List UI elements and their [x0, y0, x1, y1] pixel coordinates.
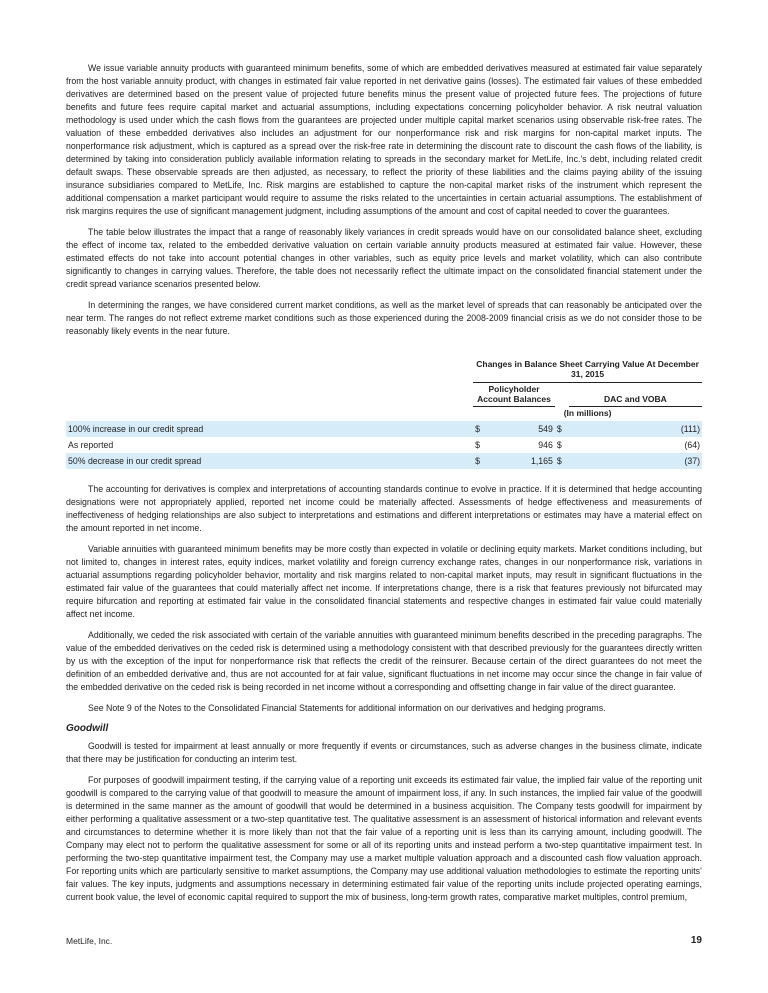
column-header-dac-voba: DAC and VOBA: [569, 383, 702, 407]
currency-symbol: $: [555, 453, 569, 469]
footer-company: MetLife, Inc.: [66, 936, 113, 946]
table-row: [66, 453, 702, 469]
policyholder-value: 946: [538, 439, 553, 450]
policyholder-value: 549: [487, 421, 555, 437]
paragraph: The table below illustrates the impact that a range of reasonably likely variances in credit spreads would have on our consolidated balance sheet, excluding the effect of income tax, related to the embedded derivative valuation on certain variable annuity products measured at estimated fair value. However, these estimated effects do not take into account potential changes in other variables, such as equity price levels and market volatility, which can also contribute significantly to changes in carrying values. Therefore, the table does not necessarily reflect the ultimate impact on the consolidated financial statement under the credit spread variance scenarios presented below.: [66, 227, 702, 289]
currency-symbol: $: [555, 421, 569, 437]
paragraph: In determining the ranges, we have considered current market conditions, as well as the market level of spreads that can reasonably be anticipated over the near term. The ranges do not reflect extreme market conditions such as those experienced during the 2008-2009 financial crisis as we do not consider those to be reasonably likely events in the near future.: [66, 300, 702, 336]
credit-spread-table: [66, 358, 702, 469]
currency-symbol: $: [473, 453, 487, 469]
currency-symbol: $: [473, 421, 487, 437]
row-label: 100% increase in our credit spread: [66, 421, 473, 437]
page-footer: [66, 936, 702, 946]
paragraph: For purposes of goodwill impairment testing, if the carrying value of a reporting unit exceeds its estimated fair value, the implied fair value of the reporting unit goodwill is compared to the carrying value of that goodwill to measure the amount of impairment loss, if any. In such instances, the implied fair value of the goodwill is determined in the same manner as the amount of goodwill that would be determined in a business acquisition. The Company tests goodwill for impairment by either performing a qualitative assessment or a two-step quantitative test. The qualitative assessment is an assessment of historical information and relevant events and circumstances to determine whether it is more likely than not that the fair value of a reporting unit is less than its carrying amount, including goodwill. The Company may elect not to perform the qualitative assessment for some or all of its reporting units and instead perform a two-step quantitative impairment test. In performing the two-step quantitative impairment test, the Company may use a market multiple valuation approach and a discounted cash flow valuation approach. For reporting units which are particularly sensitive to market assumptions, the Company may use additional valuation methodologies to estimate the reporting units’ fair values. The key inputs, judgments and assumptions necessary in determining estimated fair value of the reporting units include projected operating earnings, current book value, the level of economic capital required to support the mix of business, long-term growth rates, comparative market multiples, control premium,: [66, 774, 702, 902]
paragraph: See Note 9 of the Notes to the Consolidated Financial Statements for additional information on our derivatives and hedging programs.: [88, 702, 606, 713]
table-units: (In millions): [563, 408, 612, 418]
paragraph: Additionally, we ceded the risk associated with certain of the variable annuities with guaranteed minimum benefits described in the preceding paragraphs. The value of the embedded derivatives on the ceded risk is determined using a methodology consistent with that described previously for the guarantees directly written by us with the exception of the input for nonperformance risk that reflects the credit of the reinsurer. Because certain of the direct guarantees do not meet the definition of an embedded derivative and, thus are not accounted for at fair value, significant fluctuations in net income may occur since the change in fair value of the embedded derivative on the ceded risk is being recorded in net income without a corresponding and offsetting change in fair value of the direct guarantee.: [66, 629, 702, 692]
paragraph: Goodwill is tested for impairment at least annually or more frequently if events or circumstances, such as adverse changes in the business climate, indicate that there may be justification for conducting an interim test.: [66, 740, 702, 764]
dac-voba-value: (37): [569, 453, 702, 469]
row-label: 50% decrease in our credit spread: [66, 453, 473, 469]
currency-symbol: $: [556, 439, 562, 450]
page-number: 19: [690, 935, 702, 946]
row-label: As reported: [68, 439, 114, 450]
table-row: [66, 437, 702, 453]
column-header-policyholder: Policyholder Account Balances: [473, 383, 555, 407]
paragraph: The accounting for derivatives is complex and interpretations of accounting standards continue to evolve in practice. If it is determined that hedge accounting designations were not appropriately applied, reported net income could be materially affected. Assessments of hedge effectiveness and measurements of ineffectiveness of hedging relationships are also subject to interpretations and estimations and different interpretations or estimates may have a material effect on the amount reported in net income.: [66, 483, 702, 533]
paragraph: We issue variable annuity products with guaranteed minimum benefits, some of which are embedded derivatives measured at estimated fair value separately from the host variable annuity product, with changes in estimated fair value reported in net derivative gains (losses). The estimated fair values of these embedded derivatives are determined based on the present value of projected future benefits minus the present value of projected future fees. The projections of future benefits and future fees require capital market and actuarial assumptions, including expectations concerning policyholder behavior. A risk neutral valuation methodology is used under which the cash flows from the guarantees are projected under multiple capital market scenarios using observable risk-free rates. The valuation of these embedded derivatives also includes an adjustment for our nonperformance risk and risk margins for non-capital market inputs. The nonperformance risk adjustment, which is captured as a spread over the risk-free rate in determining the discount rate to discount the cash flows of the liability, is determined by taking into consideration publicly available information relating to spreads in the secondary market for MetLife, Inc.’s debt, including related credit default swaps. These observable spreads are then adjusted, as necessary, to reflect the priority of these liabilities and the claims paying ability of the issuing insurance subsidiaries compared to MetLife, Inc. Risk margins are established to capture the non-capital market risks of the instrument which represent the additional compensation a market participant would require to assume the risks related to the uncertainties in certain actuarial assumptions. The establishment of risk margins requires the use of significant management judgment, including assumptions of the amount and cost of capital needed to cover the guarantees.: [66, 63, 702, 216]
paragraph: Variable annuities with guaranteed minimum benefits may be more costly than expected in volatile or declining equity markets. Market conditions including, but not limited to, changes in interest rates, equity indices, market volatility and foreign currency exchange rates, changes in our nonperformance risk, variations in actuarial assumptions regarding policyholder behavior, mortality and risk margins related to non-capital market inputs, may result in significant fluctuations in the estimated fair value of the guarantees that could materially affect net income. If interpretations change, there is a risk that features previously not bifurcated may require bifurcation and reporting at estimated fair value in the consolidated financial statements and respective changes in estimated fair value could materially affect net income.: [66, 543, 702, 619]
dac-voba-value: (64): [684, 439, 700, 450]
dac-voba-value: (111): [569, 421, 702, 437]
policyholder-value: 1,165: [487, 453, 555, 469]
document-body: [66, 62, 702, 912]
currency-symbol: $: [475, 439, 480, 450]
table-row: [66, 421, 702, 437]
section-heading-goodwill: Goodwill: [66, 722, 109, 734]
table-group-header: Changes in Balance Sheet Carrying Value At December 31, 2015: [473, 358, 702, 383]
